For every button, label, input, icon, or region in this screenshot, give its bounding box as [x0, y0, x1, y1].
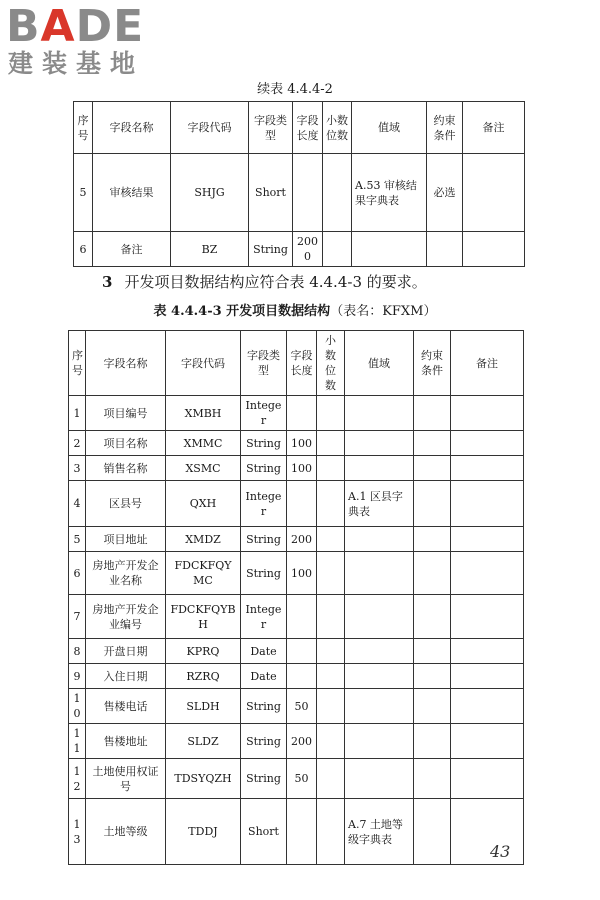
table-cell	[414, 456, 451, 481]
table-cell	[323, 154, 352, 232]
table-cell	[451, 689, 524, 724]
table-cell: 必选	[427, 154, 463, 232]
table-cell	[345, 595, 414, 639]
table-cell: Date	[241, 639, 287, 664]
table-cell: 100	[287, 456, 317, 481]
table2-header-cell: 小数位数	[317, 331, 345, 396]
table-cell	[414, 595, 451, 639]
table-cell: 1	[69, 396, 86, 431]
table-cell: XSMC	[166, 456, 241, 481]
table-cell: String	[241, 552, 287, 595]
table-cell: 4	[69, 481, 86, 527]
table-cell: 5	[69, 527, 86, 552]
table-cell	[317, 799, 345, 865]
table-row	[69, 724, 524, 759]
table-cell: 10	[69, 689, 86, 724]
table-cell: 3	[69, 456, 86, 481]
table-cell: KPRQ	[166, 639, 241, 664]
table-cell: 200	[287, 724, 317, 759]
table-cell: 6	[74, 232, 93, 267]
table-row	[69, 639, 524, 664]
table-cell: TDSYQZH	[166, 759, 241, 799]
table-cell	[287, 639, 317, 664]
table-cell	[287, 664, 317, 689]
table2-header-cell: 字段代码	[166, 331, 241, 396]
table-row	[69, 527, 524, 552]
table-cell: 项目地址	[86, 527, 166, 552]
table-row	[69, 431, 524, 456]
table-cell: Short	[241, 799, 287, 865]
table-cell: 房地产开发企业编号	[86, 595, 166, 639]
table1-header-cell: 序号	[74, 102, 93, 154]
table-cell	[414, 664, 451, 689]
table-cell: 12	[69, 759, 86, 799]
table-cell: String	[241, 527, 287, 552]
table-cell	[451, 456, 524, 481]
table2-header-cell: 备注	[451, 331, 524, 396]
table-cell: 6	[69, 552, 86, 595]
table-cell	[345, 639, 414, 664]
table-cell	[451, 639, 524, 664]
table-cell: String	[241, 431, 287, 456]
table-cell: Integer	[241, 481, 287, 527]
table-cell: 土地使用权证号	[86, 759, 166, 799]
table1-header-cell: 字段代码	[171, 102, 249, 154]
table-row	[69, 552, 524, 595]
table-cell: 8	[69, 639, 86, 664]
table-cell: Short	[249, 154, 293, 232]
table-cell: 售楼电话	[86, 689, 166, 724]
table-cell: RZRQ	[166, 664, 241, 689]
table-cell	[451, 396, 524, 431]
table-cell: A.53 审核结果字典表	[352, 154, 427, 232]
table-cell: 开盘日期	[86, 639, 166, 664]
table-cell: 200	[287, 527, 317, 552]
table-cell	[317, 759, 345, 799]
table-cell	[287, 595, 317, 639]
table-cell: SHJG	[171, 154, 249, 232]
logo-wordmark: BADE	[6, 1, 145, 52]
table-cell	[317, 664, 345, 689]
table-cell: 土地等级	[86, 799, 166, 865]
table2-header-cell: 值域	[345, 331, 414, 396]
table1-header-row	[74, 102, 525, 154]
table-cell: FDCKFQYMC	[166, 552, 241, 595]
table-cell	[317, 527, 345, 552]
table-cell: 项目名称	[86, 431, 166, 456]
table-cell: String	[241, 759, 287, 799]
table-cell: 9	[69, 664, 86, 689]
table-cell	[345, 456, 414, 481]
table-cell	[317, 456, 345, 481]
table-cell: 审核结果	[93, 154, 171, 232]
table-cell	[451, 552, 524, 595]
table-row	[74, 154, 525, 232]
table-cell: 13	[69, 799, 86, 865]
table-cell	[345, 396, 414, 431]
table-cell: String	[241, 456, 287, 481]
table-cell: A.1 区县字典表	[345, 481, 414, 527]
table-row	[69, 799, 524, 865]
table-cell	[345, 527, 414, 552]
table-cell	[414, 689, 451, 724]
table-cell	[345, 759, 414, 799]
table-cell: 2	[69, 431, 86, 456]
paragraph-number: 3	[102, 273, 113, 291]
table1-continued	[73, 101, 525, 267]
table-cell	[317, 689, 345, 724]
table-cell	[414, 527, 451, 552]
table-cell: TDDJ	[166, 799, 241, 865]
table-row	[74, 232, 525, 267]
table-cell: String	[249, 232, 293, 267]
table-cell: String	[241, 724, 287, 759]
logo-subtitle: 建装基地	[8, 49, 145, 78]
table-cell	[414, 639, 451, 664]
table-cell: XMDZ	[166, 527, 241, 552]
table-row	[69, 481, 524, 527]
table-row	[69, 396, 524, 431]
brand-logo	[6, 1, 176, 78]
table2-header-row	[69, 331, 524, 396]
table-cell	[345, 689, 414, 724]
table1-caption: 续表 4.4.4-2	[257, 82, 333, 97]
table-cell	[451, 527, 524, 552]
table-cell: 备注	[93, 232, 171, 267]
table-cell: 100	[287, 552, 317, 595]
table-cell	[414, 396, 451, 431]
table2-caption-suffix: （表名：KFXM）	[330, 304, 437, 319]
table-cell: SLDH	[166, 689, 241, 724]
table-row	[69, 689, 524, 724]
table-cell	[414, 799, 451, 865]
table-cell	[287, 396, 317, 431]
table-cell: 2000	[293, 232, 323, 267]
table-cell: 50	[287, 759, 317, 799]
table-cell	[451, 481, 524, 527]
table-cell	[414, 481, 451, 527]
table2-header-cell: 字段长度	[287, 331, 317, 396]
table2-caption-title: 表 4.4.4-3 开发项目数据结构	[153, 304, 331, 319]
table-cell: QXH	[166, 481, 241, 527]
table-cell: String	[241, 689, 287, 724]
table-cell	[317, 552, 345, 595]
table-cell: Integer	[241, 595, 287, 639]
section-paragraph	[102, 272, 427, 292]
table-cell: SLDZ	[166, 724, 241, 759]
table1-header-cell: 小数位数	[323, 102, 352, 154]
table-cell: BZ	[171, 232, 249, 267]
table-cell: 销售名称	[86, 456, 166, 481]
table-cell	[323, 232, 352, 267]
page-number: 43	[490, 842, 511, 861]
table-cell: 入住日期	[86, 664, 166, 689]
table2-header-cell: 字段类型	[241, 331, 287, 396]
table1-header-cell: 备注	[463, 102, 525, 154]
table-cell	[345, 724, 414, 759]
table-cell	[427, 232, 463, 267]
table-cell	[352, 232, 427, 267]
paragraph-text: 开发项目数据结构应符合表 4.4.4-3 的要求。	[124, 273, 427, 291]
table-cell: 5	[74, 154, 93, 232]
table-row	[69, 759, 524, 799]
table-cell	[287, 799, 317, 865]
table-cell: FDCKFQYBH	[166, 595, 241, 639]
table-cell	[345, 552, 414, 595]
table-cell	[414, 759, 451, 799]
table-cell	[451, 759, 524, 799]
table1-header-cell: 约束条件	[427, 102, 463, 154]
table-cell: 7	[69, 595, 86, 639]
table-cell: A.7 土地等级字典表	[345, 799, 414, 865]
table-cell	[317, 639, 345, 664]
table-cell	[451, 724, 524, 759]
table-cell	[317, 431, 345, 456]
table-cell	[287, 481, 317, 527]
table-cell	[293, 154, 323, 232]
table-cell	[451, 431, 524, 456]
table-cell: 区县号	[86, 481, 166, 527]
table-cell: 100	[287, 431, 317, 456]
table2-caption	[60, 304, 530, 320]
table-cell	[345, 664, 414, 689]
table-cell: 售楼地址	[86, 724, 166, 759]
table-cell: 11	[69, 724, 86, 759]
table-cell	[463, 154, 525, 232]
table2-header-cell: 约束条件	[414, 331, 451, 396]
table-cell	[451, 595, 524, 639]
table-row	[69, 664, 524, 689]
table-cell	[451, 799, 524, 865]
table-cell	[317, 481, 345, 527]
table1-header-cell: 字段长度	[293, 102, 323, 154]
table-cell: XMBH	[166, 396, 241, 431]
table-cell	[317, 724, 345, 759]
table1-header-cell: 值域	[352, 102, 427, 154]
table-cell	[414, 724, 451, 759]
table2-kfxm	[68, 330, 524, 865]
table-cell	[463, 232, 525, 267]
table2-header-cell: 序号	[69, 331, 86, 396]
table-cell	[414, 431, 451, 456]
table-cell	[317, 396, 345, 431]
table-row	[69, 595, 524, 639]
table-cell: 50	[287, 689, 317, 724]
table2-header-cell: 字段名称	[86, 331, 166, 396]
table-cell: Integer	[241, 396, 287, 431]
table-cell: 项目编号	[86, 396, 166, 431]
table-cell	[451, 664, 524, 689]
table1-header-cell: 字段类型	[249, 102, 293, 154]
table-cell: Date	[241, 664, 287, 689]
table-cell	[345, 431, 414, 456]
table-cell: XMMC	[166, 431, 241, 456]
table-cell	[317, 595, 345, 639]
table1-header-cell: 字段名称	[93, 102, 171, 154]
table-row	[69, 456, 524, 481]
table-cell: 房地产开发企业名称	[86, 552, 166, 595]
table-cell	[414, 552, 451, 595]
